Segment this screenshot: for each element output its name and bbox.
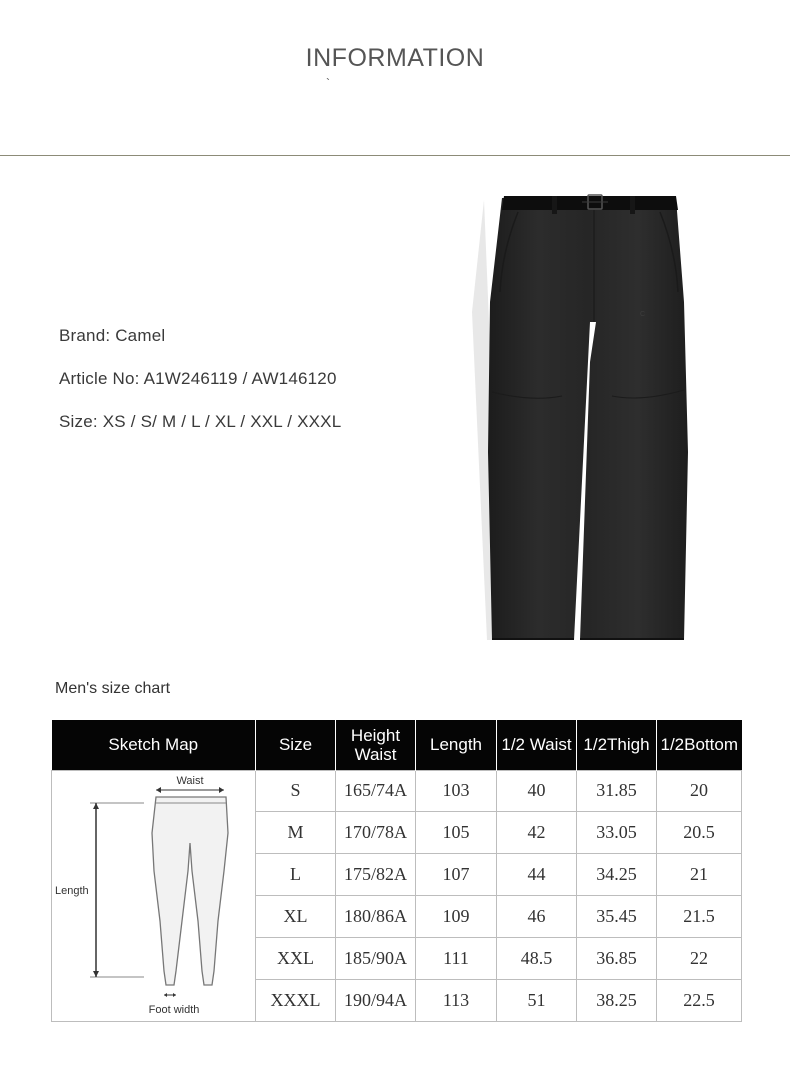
cell-half-bottom: 20.5 bbox=[657, 812, 742, 854]
cell-length: 103 bbox=[416, 770, 497, 812]
cell-size: M bbox=[256, 812, 336, 854]
cell-half-bottom: 21 bbox=[657, 854, 742, 896]
cell-half-waist: 42 bbox=[497, 812, 577, 854]
trouser-sketch-diagram bbox=[52, 771, 255, 1021]
cell-height-waist: 185/90A bbox=[336, 937, 416, 979]
article-number-text: Article No: A1W246119 / AW146120 bbox=[59, 369, 337, 388]
cell-half-thigh: 36.85 bbox=[577, 937, 657, 979]
cell-half-thigh: 35.45 bbox=[577, 895, 657, 937]
sketch-map-cell bbox=[52, 770, 256, 1021]
cell-length: 107 bbox=[416, 854, 497, 896]
cell-half-bottom: 21.5 bbox=[657, 895, 742, 937]
trousers-body bbox=[488, 198, 688, 640]
cell-half-waist: 40 bbox=[497, 770, 577, 812]
cell-half-bottom: 20 bbox=[657, 770, 742, 812]
cell-length: 109 bbox=[416, 895, 497, 937]
cell-size: XXL bbox=[256, 937, 336, 979]
title-tick-mark: ` bbox=[326, 76, 330, 90]
belt bbox=[502, 196, 678, 210]
cell-half-bottom: 22 bbox=[657, 937, 742, 979]
header-half-bottom: 1/2Bottom bbox=[657, 720, 742, 770]
cell-half-thigh: 33.05 bbox=[577, 812, 657, 854]
cell-length: 113 bbox=[416, 979, 497, 1021]
cell-height-waist: 165/74A bbox=[336, 770, 416, 812]
sketch-foot-width-label: Foot width bbox=[148, 1003, 200, 1016]
size-list-text: Size: XS / S/ M / L / XL / XXL / XXXL bbox=[59, 412, 342, 431]
cell-length: 105 bbox=[416, 812, 497, 854]
cell-half-thigh: 38.25 bbox=[577, 979, 657, 1021]
header-length: Length bbox=[416, 720, 497, 770]
svg-text:C: C bbox=[640, 311, 646, 318]
brand-text: Brand: Camel bbox=[59, 326, 166, 345]
header-waist-line: Waist bbox=[354, 744, 397, 764]
size-chart-table bbox=[51, 720, 742, 1022]
header-height-line: Height bbox=[350, 725, 401, 745]
cell-half-thigh: 31.85 bbox=[577, 770, 657, 812]
size-chart-header-row bbox=[52, 720, 742, 770]
sketch-length-label: Length bbox=[55, 884, 89, 897]
cell-half-waist: 48.5 bbox=[497, 937, 577, 979]
product-image bbox=[462, 192, 716, 644]
cell-size: L bbox=[256, 854, 336, 896]
page-title: INFORMATION bbox=[305, 44, 485, 72]
cell-size: XXXL bbox=[256, 979, 336, 1021]
header-size: Size bbox=[256, 720, 336, 770]
header-sketch-map: Sketch Map bbox=[52, 720, 256, 770]
sketch-waist-label: Waist bbox=[176, 774, 204, 787]
header-half-thigh: 1/2Thigh bbox=[577, 720, 657, 770]
cell-half-waist: 44 bbox=[497, 854, 577, 896]
header-height-waist bbox=[336, 720, 416, 770]
cell-half-bottom: 22.5 bbox=[657, 979, 742, 1021]
cell-height-waist: 190/94A bbox=[336, 979, 416, 1021]
header-divider bbox=[0, 155, 790, 156]
cell-half-thigh: 34.25 bbox=[577, 854, 657, 896]
cell-height-waist: 180/86A bbox=[336, 895, 416, 937]
size-chart-title: Men's size chart bbox=[55, 680, 171, 697]
cell-half-waist: 46 bbox=[497, 895, 577, 937]
cell-size: S bbox=[256, 770, 336, 812]
cell-length: 111 bbox=[416, 937, 497, 979]
cell-height-waist: 170/78A bbox=[336, 812, 416, 854]
header-half-waist: 1/2 Waist bbox=[497, 720, 577, 770]
leggings-outline bbox=[152, 797, 228, 985]
cell-size: XL bbox=[256, 895, 336, 937]
table-row bbox=[52, 770, 742, 812]
cell-half-waist: 51 bbox=[497, 979, 577, 1021]
cell-height-waist: 175/82A bbox=[336, 854, 416, 896]
